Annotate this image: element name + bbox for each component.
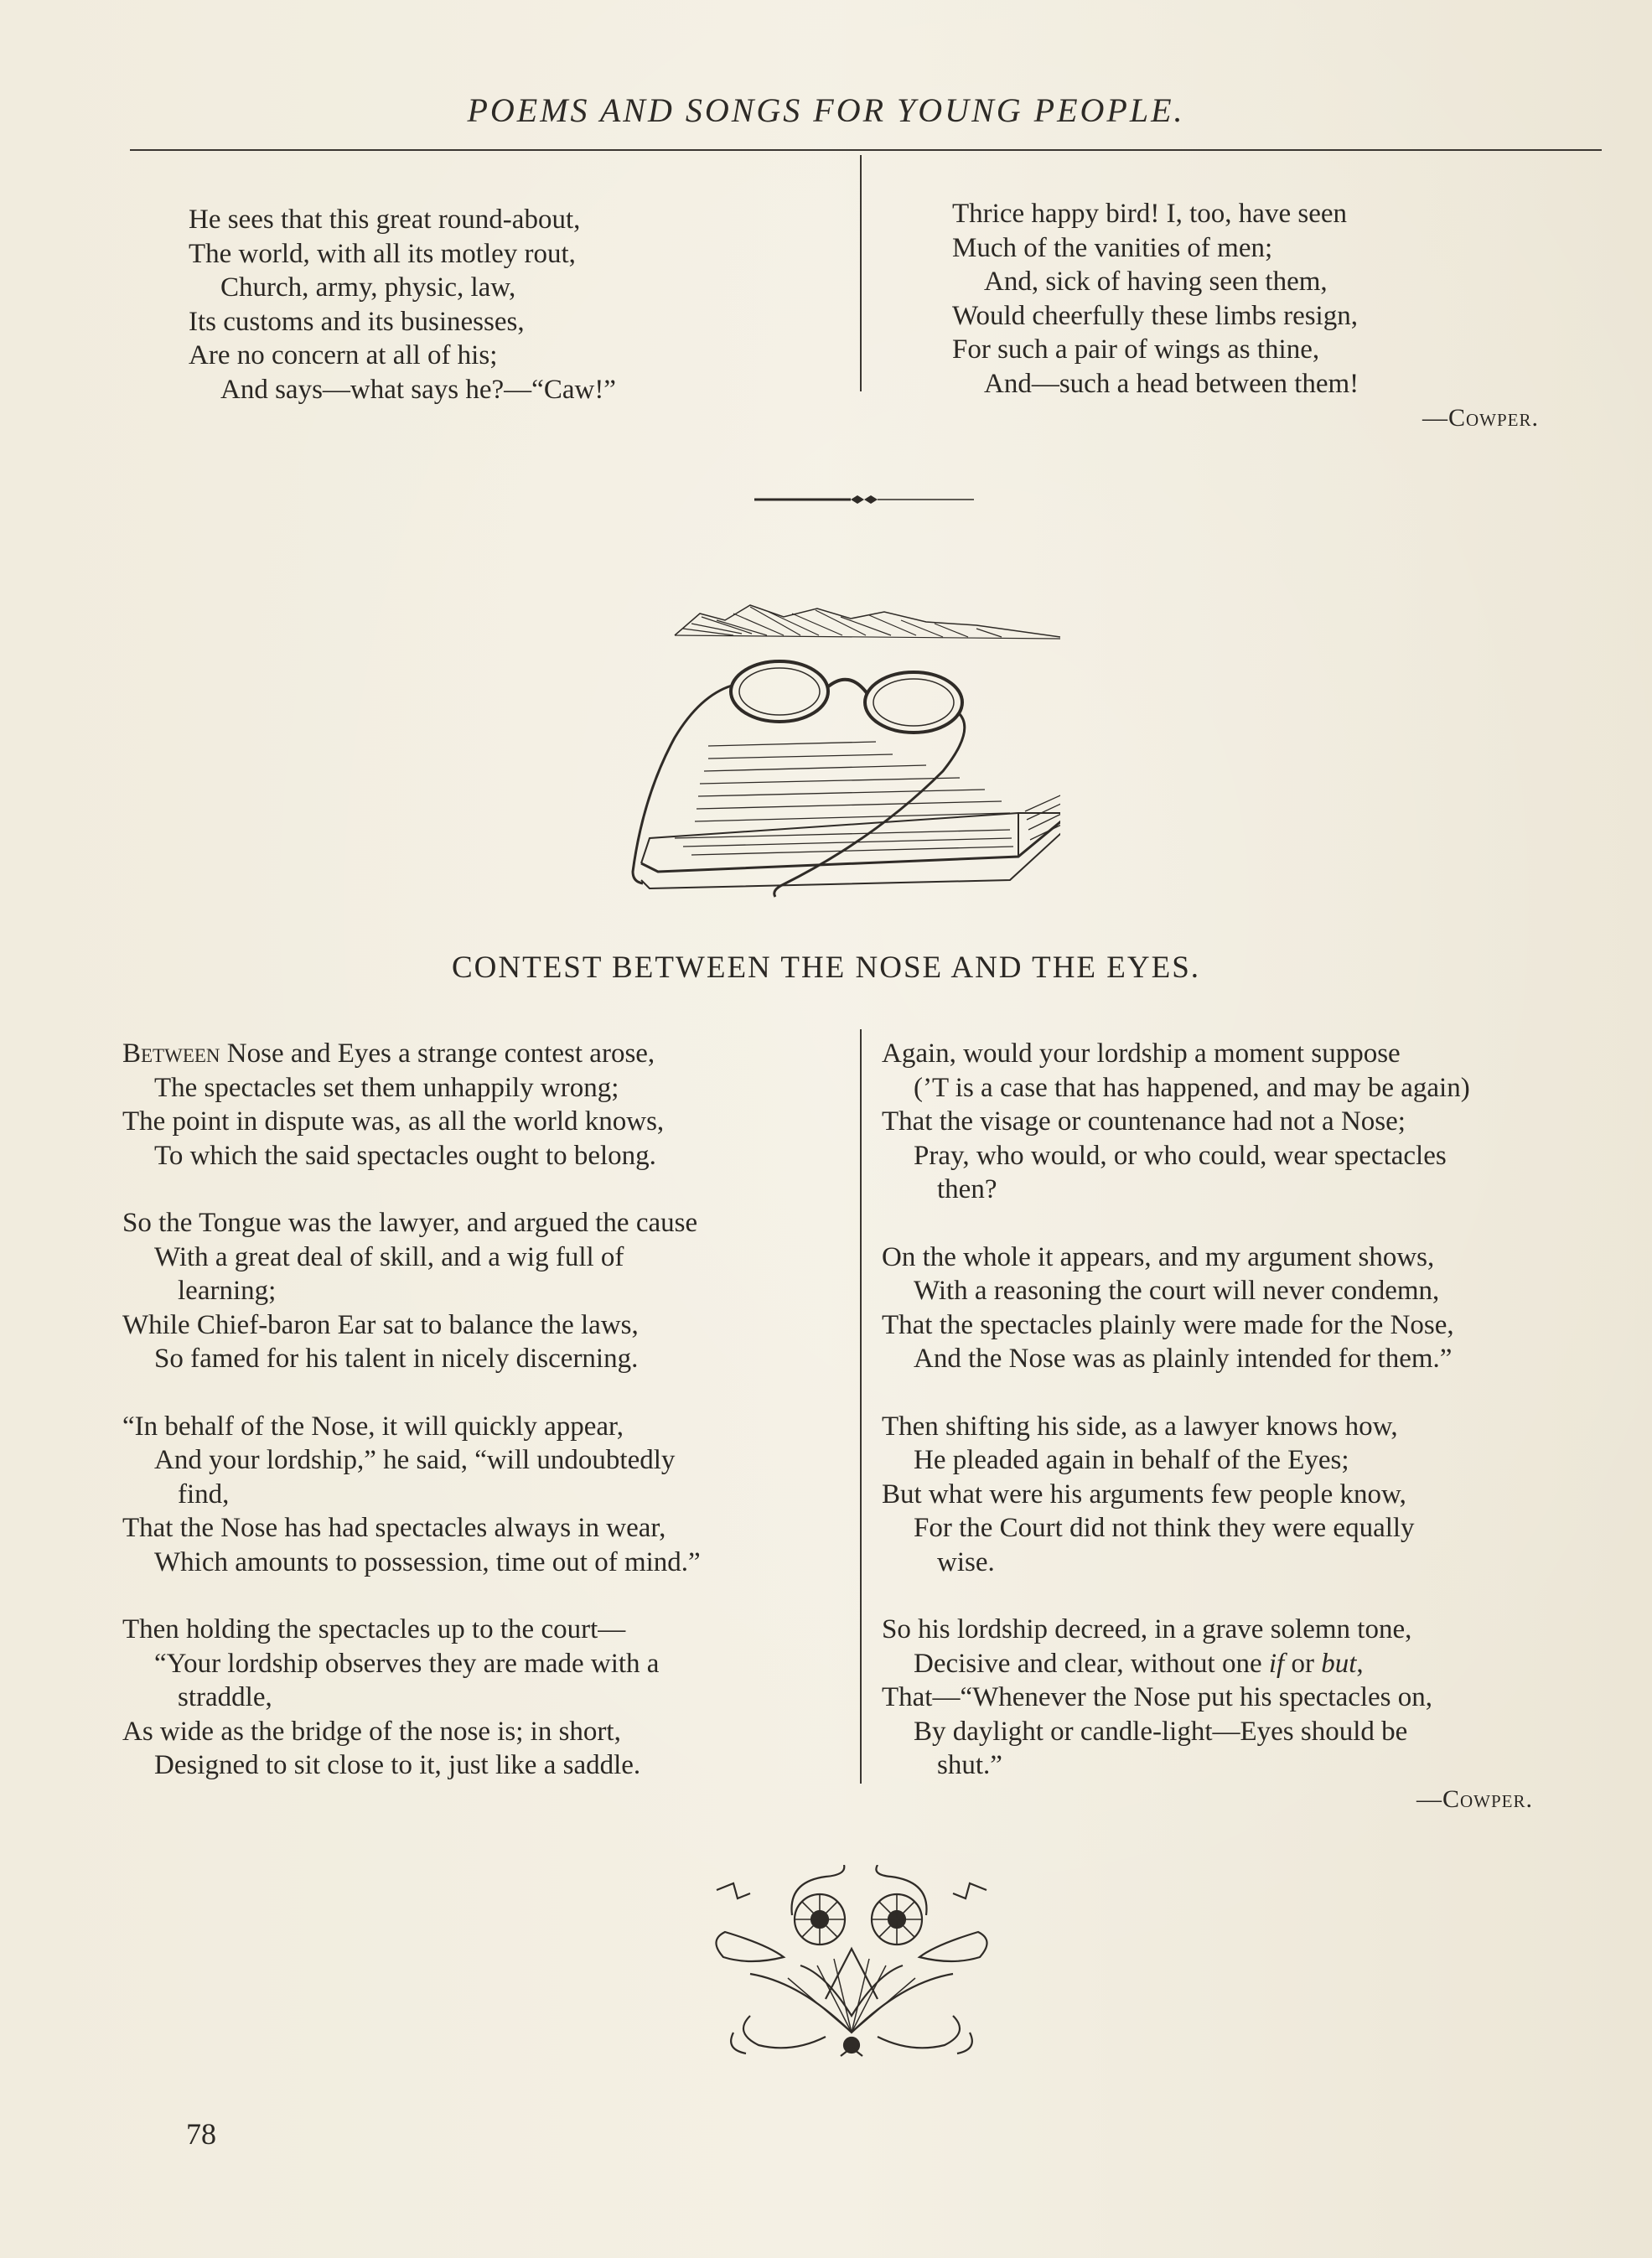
floral-ornament [700,1865,1003,2062]
spectacles-on-book-illustration [624,587,1060,905]
poem-line: So the Tongue was the lawyer, and argued the cause [122,1208,698,1238]
poem-line: The point in dispute was, as all the world knows, [122,1106,665,1137]
poem-line: Designed to sit close to it, just like a saddle. [154,1750,641,1780]
stanza-gap [882,1207,1470,1240]
poem-left-column [122,1037,701,1783]
poem-line: shut.” [937,1750,1002,1780]
poem-line: And—such a head between them! [984,368,1359,399]
attribution-top: —Cowper. [1422,404,1540,432]
poem-line-text: or [1284,1648,1322,1679]
poem-line [122,1037,701,1071]
italic-word: but [1321,1648,1357,1679]
poem-line: Would cheerfully these limbs resign, [952,300,1358,331]
poem-line: “In behalf of the Nose, it will quickly appear, [122,1411,624,1442]
stanza-gap [882,1376,1470,1410]
poem-line-text: Decisive and clear, without one [914,1648,1269,1679]
poem-line-text: , [1356,1648,1364,1679]
attribution-bottom: —Cowper. [1416,1785,1534,1813]
poem-line: So famed for his talent in nicely discerning. [154,1344,639,1374]
poem-line: For the Court did not think they were equally [914,1513,1415,1543]
poem-line: That—“Whenever the Nose put his spectacles on, [882,1682,1433,1712]
poem-line: Then holding the spectacles up to the court— [122,1614,626,1644]
stanza-gap [122,1376,701,1410]
poem-line: Church, army, physic, law, [220,272,516,303]
poem-line: He sees that this great round-about, [189,205,581,235]
poem-line: With a reasoning the court will never condemn, [914,1276,1440,1306]
poem-line: So his lordship decreed, in a grave solemn tone, [882,1614,1412,1644]
poem-line: And the Nose was as plainly intended for them.” [914,1344,1453,1374]
poem-line: Its customs and its businesses, [189,306,525,337]
column-rule-top [860,155,862,391]
poem-line: Then shifting his side, as a lawyer knows how, [882,1411,1398,1442]
poem-line: To which the said spectacles ought to belong. [154,1140,656,1171]
poem-line: While Chief-baron Ear sat to balance the laws, [122,1309,639,1340]
top-right-stanza [952,197,1359,401]
poem-line: “Your lordship observes they are made with a [154,1648,660,1679]
stanza-gap [122,1579,701,1613]
poem-line-text: Nose and Eyes a strange contest arose, [220,1038,655,1069]
poem-line: Which amounts to possession, time out of mind.” [154,1546,701,1577]
poem-line: But what were his arguments few people know, [882,1479,1406,1510]
poem-line: straddle, [178,1682,272,1712]
poem-line: Are no concern at all of his; [189,340,498,370]
poem-line: And, sick of having seen them, [984,267,1328,297]
top-left-stanza [189,203,616,407]
drop-word: Between [122,1038,220,1069]
page-number: 78 [186,2117,216,2151]
section-divider [754,491,974,508]
poem-line: And says—what says he?—“Caw!” [220,374,616,405]
poem-line: By daylight or candle-light—Eyes should be [914,1716,1408,1747]
poem-line: learning; [178,1276,277,1306]
stanza-gap [122,1173,701,1206]
poem-line: On the whole it appears, and my argument shows, [882,1241,1435,1272]
poem-line: With a great deal of skill, and a wig full of [154,1241,624,1272]
poem-line: That the visage or countenance had not a Nose; [882,1106,1406,1137]
poem-line: Thrice happy bird! I, too, have seen [952,199,1347,229]
poem-line: For such a pair of wings as thine, [952,334,1320,365]
column-rule-main [860,1029,862,1784]
poem-line: He pleaded again in behalf of the Eyes; [914,1445,1349,1475]
header-rule [130,149,1602,151]
poem-line: Pray, who would, or who could, wear spectacles [914,1140,1447,1171]
poem-line [882,1647,1470,1681]
running-head: POEMS AND SONGS FOR YOUNG PEOPLE. [467,91,1185,129]
poem-line: The world, with all its motley rout, [189,238,576,269]
poem-line: Again, would your lordship a moment suppose [882,1038,1401,1069]
poem-line: As wide as the bridge of the nose is; in short, [122,1716,621,1747]
stanza-gap [882,1579,1470,1613]
poem-line: (’T is a case that has happened, and may be again) [914,1072,1470,1103]
poem-line: That the Nose has had spectacles always in wear, [122,1513,666,1543]
poem-line: And your lordship,” he said, “will undoubtedly [154,1445,676,1475]
italic-word: if [1268,1648,1285,1679]
poem-right-column [882,1037,1470,1783]
poem-line: The spectacles set them unhappily wrong; [154,1072,619,1103]
poem-line: wise. [937,1546,995,1577]
poem-title: CONTEST BETWEEN THE NOSE AND THE EYES. [451,950,1201,985]
poem-line: Much of the vanities of men; [952,232,1273,263]
poem-line: find, [178,1479,230,1510]
poem-line: That the spectacles plainly were made for the Nose, [882,1309,1454,1340]
poem-line: then? [937,1174,997,1204]
